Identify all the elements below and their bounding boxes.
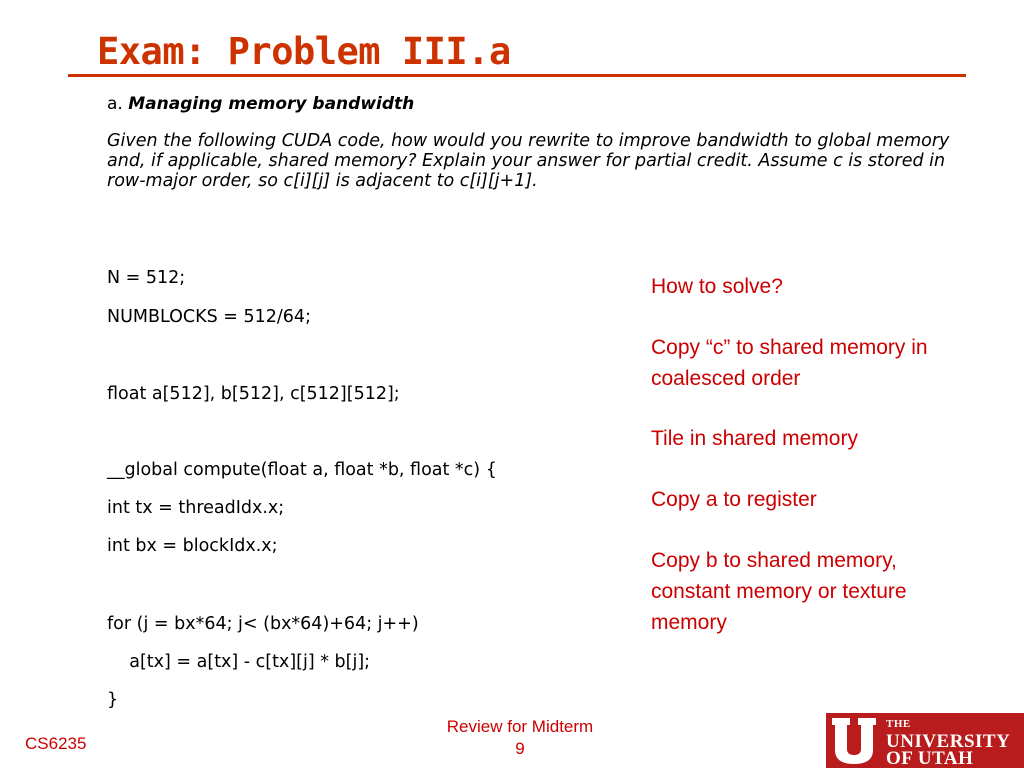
logo-line-university: UNIVERSITY — [886, 731, 1011, 752]
code-line: int bx = blockIdx.x; — [107, 536, 278, 556]
note-item: Copy b to shared memory, constant memory or texture memory — [651, 549, 907, 634]
university-logo — [826, 713, 1024, 768]
note-item: How to solve? — [651, 275, 783, 298]
section-heading — [107, 94, 414, 114]
code-line: float a[512], b[512], c[512][512]; — [107, 384, 400, 404]
logo-wordmark — [886, 716, 1010, 767]
block-u-icon — [826, 713, 882, 768]
footer-center — [420, 716, 620, 760]
footer-title: Review for Midterm — [446, 717, 594, 736]
logo-line-of-utah: OF UTAH — [886, 748, 974, 769]
code-line: a[tx] = a[tx] - c[tx][j] * b[j]; — [107, 652, 371, 672]
code-line: } — [107, 690, 119, 710]
heading-bold: Managing memory bandwidth — [128, 94, 415, 114]
code-line: N = 512; — [107, 268, 186, 288]
note-item: Copy a to register — [651, 488, 817, 511]
code-line: int tx = threadIdx.x; — [107, 498, 285, 518]
page-number: 9 — [515, 739, 525, 758]
note-item: Tile in shared memory — [651, 427, 858, 450]
code-line: for (j = bx*64; j< (bx*64)+64; j++) — [107, 614, 419, 634]
code-line: NUMBLOCKS = 512/64; — [107, 307, 311, 327]
code-line: __global compute(float a, float *b, float *c) { — [107, 460, 497, 480]
heading-prefix: a. — [107, 94, 123, 114]
title-underline — [68, 74, 966, 77]
footer-course: CS6235 — [25, 734, 87, 753]
logo-line-the: THE — [886, 718, 911, 730]
slide-title: Exam: Problem III.a — [97, 30, 511, 73]
note-item: Copy “c” to shared memory in coalesced order — [651, 336, 928, 390]
problem-prompt: Given the following CUDA code, how would you rewrite to improve bandwidth to global memory and, if applicable, shared memory? Explain your answer for partial credit. Assume c is stored in row-major order, so c[i][j] is adjacent to c[i][j+1]. — [107, 131, 950, 191]
